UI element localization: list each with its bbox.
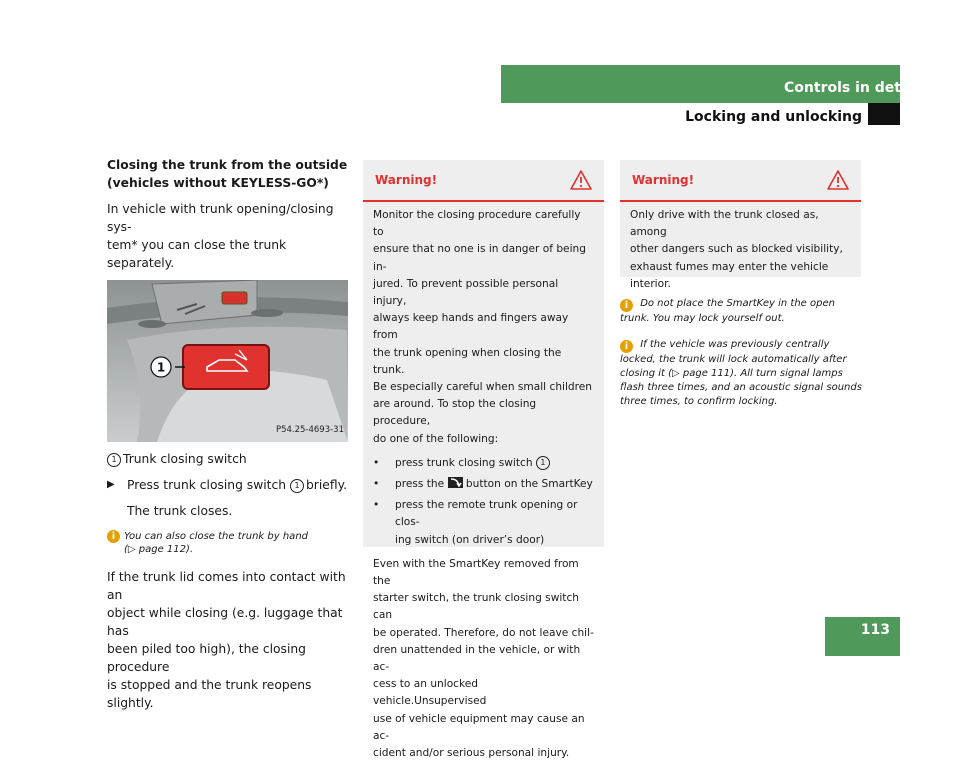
callout-number: 1 <box>536 456 550 470</box>
info-note-autolock: i If the vehicle was previously centrally locked, the trunk will lock automatically after closing it (▷ page 111). All turn signal lamps flash three times, and an acoustic signal sounds three times, to confirm locking. <box>620 339 862 407</box>
section-title: Controls in detail <box>784 80 920 96</box>
info-note: i You can also close the trunk by hand (▷ page 112). <box>107 530 352 556</box>
info-icon: i <box>620 340 633 353</box>
page-number: 113 <box>860 622 890 638</box>
header-marker <box>868 103 900 125</box>
instruction-step: ▶ Press trunk closing switch 1 briefly. <box>107 478 348 492</box>
left-column <box>107 156 352 720</box>
intro-text: In vehicle with trunk opening/closing sys- tem* you can close the trunk separately. <box>107 202 334 270</box>
subsection-title: Locking and unlocking <box>685 109 862 125</box>
warning-bullet: • press the button on the SmartKey <box>373 478 593 491</box>
warning-title: Warning! <box>632 173 695 187</box>
photo-code: P54.25-4693-31 <box>275 425 344 435</box>
warning-title: Warning! <box>375 173 438 187</box>
warning-text: Only drive with the trunk closed as, among other dangers such as blocked visibility, exhaust fumes may enter the vehicle interior. <box>630 209 843 290</box>
section-heading: Closing the trunk from the outside (vehicles without KEYLESS-GO*) <box>107 158 348 190</box>
warning-box-driving <box>620 160 861 290</box>
warning-box-closing <box>363 160 604 760</box>
step-result: The trunk closes. <box>127 504 233 518</box>
trunk-switch-photo <box>107 280 348 442</box>
callout-number: 1 <box>107 453 121 467</box>
arrow-icon: ▶ <box>107 479 115 490</box>
info-icon: i <box>620 299 633 312</box>
photo-callout-1: 1 <box>156 360 166 375</box>
page-number-box <box>825 617 900 656</box>
warning-triangle-icon <box>570 170 592 190</box>
info-note-smartkey: i Do not place the SmartKey in the open trunk. You may lock yourself out. <box>620 298 835 324</box>
trunk-key-icon <box>448 477 463 488</box>
callout-number: 1 <box>290 479 304 493</box>
warning-text: Monitor the closing procedure carefully to ensure that no one is in danger of being in- jured. To prevent possible personal injury, always keep hands and fingers away from the trunk opening when closing the trunk. Be especially careful when small children are around. To stop the closing procedure, do one of the following: • press trunk closing switch 1 • press the button on the SmartKey • press the remote trunk opening or clos- ing switch (on driver’s door) Even with the SmartKey removed from the starter switch, the trunk closing switch can be operated. Therefore, do not leave chil- dren unattended in the vehicle, or with ac- cess to an unlocked vehicle.Unsupervised use of vehicle equipment may cause an ac- cident and/or serious personal injury. <box>373 209 594 760</box>
warning-bullet: • press the remote trunk opening or clos- ing switch (on driver’s door) <box>373 499 578 546</box>
warning-bullet: • press trunk closing switch 1 <box>373 455 594 472</box>
warning-triangle-icon <box>827 170 849 190</box>
info-icon: i <box>107 530 120 543</box>
contact-paragraph: If the trunk lid comes into contact with an object while closing (e.g. luggage that has been piled too high), the closing procedure is stopped and the trunk reopens slightly. <box>107 570 346 710</box>
legend-item: 1 Trunk closing switch <box>107 450 352 468</box>
